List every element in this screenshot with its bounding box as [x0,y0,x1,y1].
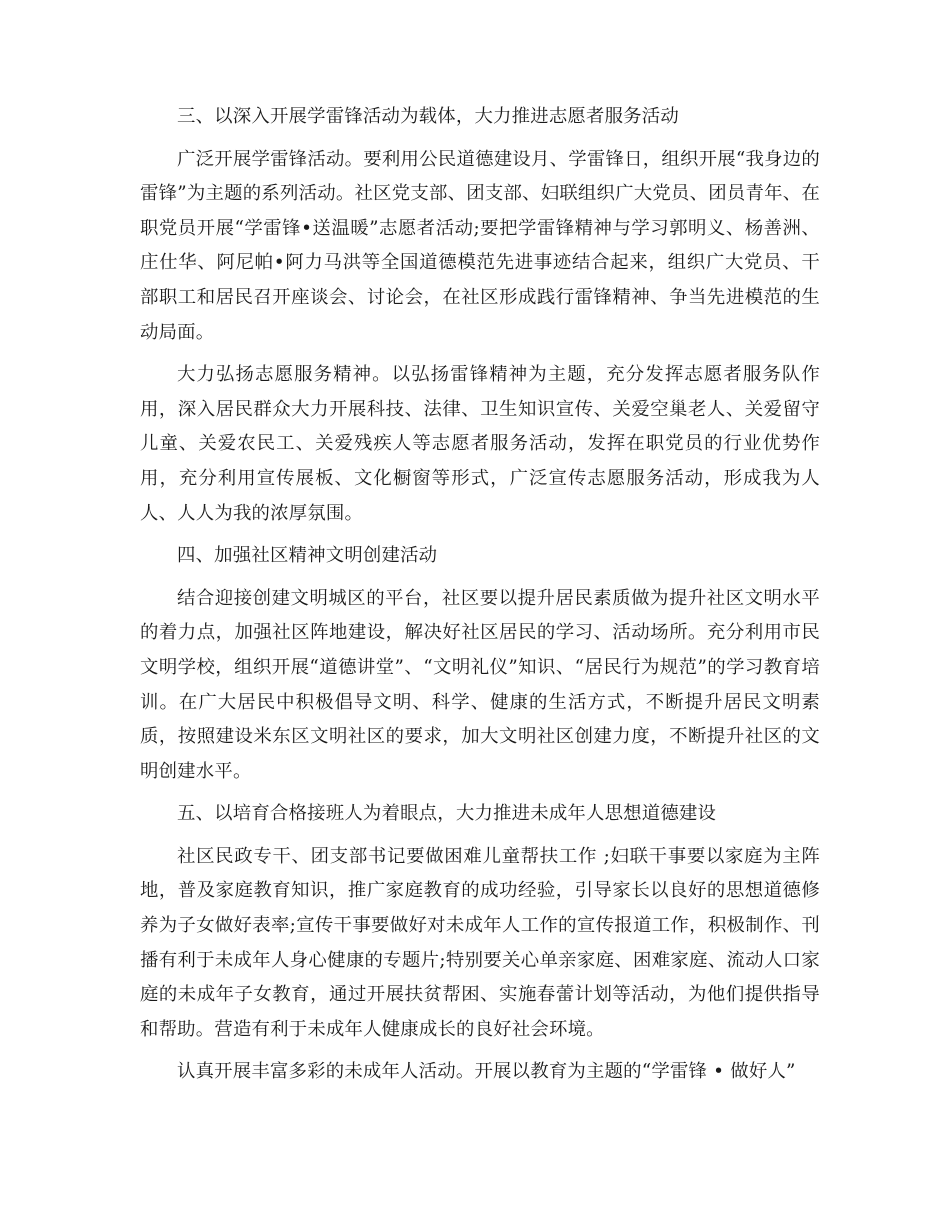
document-body [140,100,820,1090]
section-heading-3: 三、以深入开展学雷锋活动为载体，大力推进志愿者服务活动 [177,106,679,127]
paragraph-minors-support: 社区民政专干、团支部书记要做困难儿童帮扶工作 ;妇联干事要以家庭为主阵地，普及家庭教育知识，推广家庭教育的成功经验，引导家长以良好的思想道德修养为子女做好表率;宣传干事要做好对未成年人工作的宣传报道工作，积极制作、刊播有利于未成年人身心健康的专题片;特别要关心单亲家庭、困难家庭、流动人口家庭的未成年子女教育，通过开展扶贫帮困、实施春蕾计划等活动，为他们提供指导和帮助。营造有利于未成年人健康成长的良好社会环境。 [140,845,820,1040]
paragraph-learn-leifeng: 广泛开展学雷锋活动。要利用公民道德建设月、学雷锋日，组织开展“我身边的雷锋”为主题的系列活动。社区党支部、团支部、妇联组织广大党员、团员青年、在职党员开展“学雷锋•送温暖”志愿者活动;要把学雷锋精神与学习郭明义、杨善洲、庄仕华、阿尼帕•阿力马洪等全国道德模范先进事迹结合起来，组织广大党员、干部职工和居民召开座谈会、讨论会，在社区形成践行雷锋精神、争当先进模范的生动局面。 [140,148,820,343]
section-heading-5: 五、以培育合格接班人为着眼点，大力推进未成年人思想道德建设 [177,803,717,825]
paragraph-civilization-building: 结合迎接创建文明城区的平台，社区要以提升居民素质做为提升社区文明水平的着力点，加强社区阵地建设，解决好社区居民的学习、活动场所。充分利用市民文明学校，组织开展“道德讲堂”、“文明礼仪”知识、“居民行为规范”的学习教育培训。在广大居民中积极倡导文明、科学、健康的生活方式，不断提升居民文明素质，按照建设米东区文明社区的要求，加大文明社区创建力度，不断提升社区的文明创建水平。 [140,587,820,782]
paragraph-minors-activities: 认真开展丰富多彩的未成年人活动。开展以教育为主题的“学雷锋 • 做好人” [177,1061,796,1083]
section-heading-4: 四、加强社区精神文明创建活动 [177,545,438,567]
paragraph-volunteer-spirit: 大力弘扬志愿服务精神。以弘扬雷锋精神为主题，充分发挥志愿者服务队作用，深入居民群众大力开展科技、法律、卫生知识宣传、关爱空巢老人、关爱留守儿童、关爱农民工、关爱残疾人等志愿者服务活动，发挥在职党员的行业优势作用，充分利用宣传展板、文化橱窗等形式，广泛宣传志愿服务活动，形成我为人人、人人为我的浓厚氛围。 [140,364,820,524]
